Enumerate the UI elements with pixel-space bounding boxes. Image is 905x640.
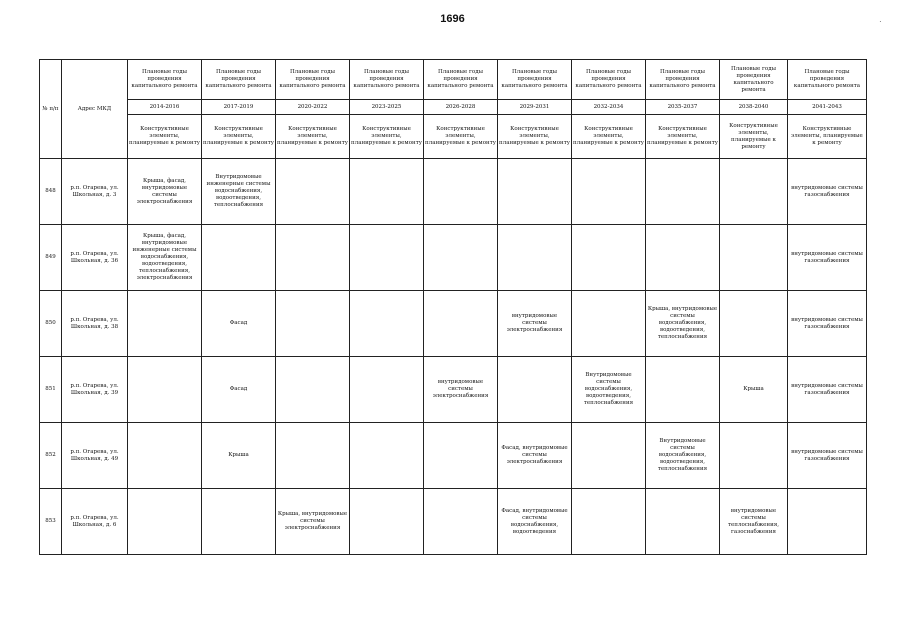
planned-elements-cell: Крыша, фасад, внутридомовые инженерные системы водоснабжения, водоотведения, теплоснабжения, электроснабжения [128,225,202,291]
header-period-years-label: Плановые годы проведения капитального ремонта [646,60,720,100]
planned-elements-cell: внутридомовые системы газоснабжения [788,159,867,225]
row-number: 850 [40,291,62,357]
header-address: Адрес МКД [62,60,128,159]
row-address: р.п. Огарева, ул. Школьная, д. 3 [62,159,128,225]
table-row [40,159,867,225]
planned-elements-cell [646,159,720,225]
header-period-range: 2032-2034 [572,100,646,115]
planned-elements-cell [572,489,646,555]
planned-elements-cell [646,489,720,555]
planned-elements-cell: внутридомовые системы газоснабжения [788,357,867,423]
planned-elements-cell [350,423,424,489]
planned-elements-cell [276,291,350,357]
header-period-elements-label: Конструктивные элементы, планируемые к ремонту [276,115,350,159]
planned-elements-cell [128,489,202,555]
planned-elements-cell [128,357,202,423]
planned-elements-cell [572,291,646,357]
header-period-elements-label: Конструктивные элементы, планируемые к ремонту [646,115,720,159]
planned-elements-cell [276,225,350,291]
planned-elements-cell [276,423,350,489]
planned-elements-cell: Фасад, внутридомовые системы электроснабжения [498,423,572,489]
planned-elements-cell [350,489,424,555]
planned-elements-cell: внутридомовые системы электроснабжения [424,357,498,423]
table-row [40,291,867,357]
planned-elements-cell [720,291,788,357]
header-period-elements-label: Конструктивные элементы, планируемые к ремонту [720,115,788,159]
header-period-elements-label: Конструктивные элементы, планируемые к ремонту [128,115,202,159]
planned-elements-cell: Крыша, фасад, внутридомовые системы электроснабжения [128,159,202,225]
planned-elements-cell: Внутридомовые системы водоснабжения, водоотведения, теплоснабжения [572,357,646,423]
planned-elements-cell: Внутридомовые системы водоснабжения, водоотведения, теплоснабжения [646,423,720,489]
planned-elements-cell [720,423,788,489]
planned-elements-cell [276,159,350,225]
header-period-years-label: Плановые годы проведения капитального ремонта [424,60,498,100]
header-period-years-label: Плановые годы проведения капитального ремонта [720,60,788,100]
planned-elements-cell [350,225,424,291]
header-period-years-label: Плановые годы проведения капитального ремонта [350,60,424,100]
header-period-range: 2026-2028 [424,100,498,115]
planned-elements-cell: Фасад, внутридомовые системы водоснабжения, водоотведения [498,489,572,555]
row-number: 849 [40,225,62,291]
row-address: р.п. Огарева, ул. Школьная, д. 36 [62,225,128,291]
row-address: р.п. Огарева, ул. Школьная, д. 39 [62,357,128,423]
planned-elements-cell [720,225,788,291]
planned-elements-cell: Фасад [202,357,276,423]
header-period-range: 2035-2037 [646,100,720,115]
planned-elements-cell [498,159,572,225]
planned-elements-cell: Крыша, внутридомовые системы электроснабжения [276,489,350,555]
header-period-range: 2029-2031 [498,100,572,115]
planned-elements-cell [424,489,498,555]
header-period-elements-label: Конструктивные элементы, планируемые к ремонту [498,115,572,159]
planned-elements-cell: Крыша, внутридомовые системы водоснабжения, водоотведения, теплоснабжения [646,291,720,357]
row-number: 852 [40,423,62,489]
planned-elements-cell: внутридомовые системы газоснабжения [788,225,867,291]
row-address: р.п. Огарева, ул. Школьная, д. 6 [62,489,128,555]
header-period-elements-label: Конструктивные элементы, планируемые к ремонту [424,115,498,159]
header-period-range: 2020-2022 [276,100,350,115]
planned-elements-cell: Внутридомовые инженерные системы водоснабжения, водоотведения, теплоснабжения [202,159,276,225]
header-period-range: 2014-2016 [128,100,202,115]
planned-elements-cell [424,225,498,291]
header-period-range: 2017-2019 [202,100,276,115]
row-address: р.п. Огарева, ул. Школьная, д. 49 [62,423,128,489]
header-period-elements-label: Конструктивные элементы, планируемые к ремонту [572,115,646,159]
planned-elements-cell [350,291,424,357]
header-period-years-label: Плановые годы проведения капитального ремонта [788,60,867,100]
header-period-range: 2038-2040 [720,100,788,115]
repair-schedule-table [39,59,867,555]
planned-elements-cell [128,423,202,489]
header-period-range: 2041-2043 [788,100,867,115]
planned-elements-cell [202,489,276,555]
header-period-years-label: Плановые годы проведения капитального ремонта [202,60,276,100]
page-number: 1696 [440,13,465,25]
planned-elements-cell [350,159,424,225]
corner-mark: · [879,17,882,26]
header-period-years-label: Плановые годы проведения капитального ремонта [276,60,350,100]
table-row [40,225,867,291]
planned-elements-cell [424,291,498,357]
table-row [40,357,867,423]
header-period-years-label: Плановые годы проведения капитального ремонта [128,60,202,100]
planned-elements-cell [498,225,572,291]
planned-elements-cell: внутридомовые системы газоснабжения [788,423,867,489]
planned-elements-cell: Фасад [202,291,276,357]
row-number: 853 [40,489,62,555]
planned-elements-cell: Крыша [202,423,276,489]
header-period-years-label: Плановые годы проведения капитального ремонта [572,60,646,100]
planned-elements-cell [720,159,788,225]
planned-elements-cell [128,291,202,357]
row-number: 848 [40,159,62,225]
planned-elements-cell [350,357,424,423]
planned-elements-cell: внутридомовые системы теплоснабжения, газоснабжения [720,489,788,555]
planned-elements-cell [202,225,276,291]
planned-elements-cell [646,357,720,423]
table-row [40,423,867,489]
header-num: № п/п [40,60,62,159]
planned-elements-cell [788,489,867,555]
planned-elements-cell [646,225,720,291]
planned-elements-cell [424,423,498,489]
planned-elements-cell: внутридомовые системы электроснабжения [498,291,572,357]
header-period-elements-label: Конструктивные элементы, планируемые к ремонту [788,115,867,159]
header-period-elements-label: Конструктивные элементы, планируемые к ремонту [350,115,424,159]
row-address: р.п. Огарева, ул. Школьная, д. 38 [62,291,128,357]
planned-elements-cell: Крыша [720,357,788,423]
planned-elements-cell [498,357,572,423]
table-row [40,489,867,555]
header-period-elements-label: Конструктивные элементы, планируемые к ремонту [202,115,276,159]
planned-elements-cell: внутридомовые системы газоснабжения [788,291,867,357]
planned-elements-cell [276,357,350,423]
row-number: 851 [40,357,62,423]
planned-elements-cell [572,159,646,225]
header-period-years-label: Плановые годы проведения капитального ремонта [498,60,572,100]
header-period-range: 2023-2025 [350,100,424,115]
planned-elements-cell [424,159,498,225]
planned-elements-cell [572,423,646,489]
planned-elements-cell [572,225,646,291]
